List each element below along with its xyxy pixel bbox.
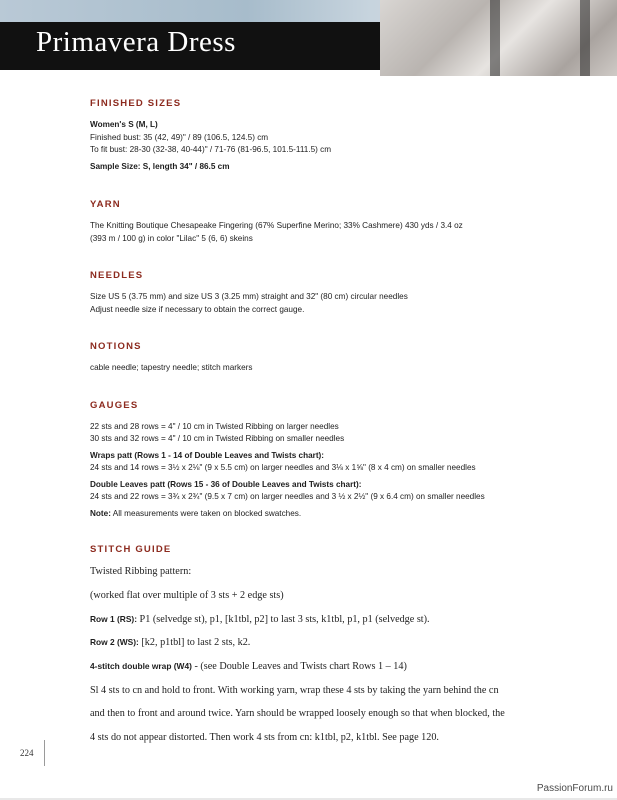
page-number: 224 xyxy=(20,748,34,758)
wrap-instruction: Sl 4 sts to cn and hold to front. With working yarn, wrap these 4 sts by taking the yarn behind the cn xyxy=(90,684,499,696)
gauge-line: 30 sts and 32 rows = 4" / 10 cm in Twisted Ribbing on smaller needles xyxy=(90,434,345,443)
page-title: Primavera Dress xyxy=(36,26,236,58)
sample-size: Sample Size: S, length 34" / 86.5 cm xyxy=(90,161,230,171)
finished-sizes-section xyxy=(90,98,560,173)
wrap-instruction: and then to front and around twice. Yarn should be wrapped loosely enough so that when blocked, the xyxy=(90,708,505,720)
leaves-title: Double Leaves patt (Rows 15 - 36 of Double Leaves and Twists chart): xyxy=(90,479,362,489)
page-rule xyxy=(44,740,45,766)
pattern-description: (worked flat over multiple of 3 sts + 2 edge sts) xyxy=(90,589,284,601)
wrap-heading xyxy=(90,660,560,674)
finished-bust: Finished bust: 35 (42, 49)" / 89 (106.5, 124.5) cm xyxy=(90,132,269,142)
header-photo xyxy=(380,0,617,76)
needles-line: Adjust needle size if necessary to obtain the correct gauge. xyxy=(90,304,305,314)
yarn-line: The Knitting Boutique Chesapeake Fingering (67% Superfine Merino; 33% Cashmere) 430 yds / 3.4 oz xyxy=(90,221,463,230)
row-label: Row 2 (WS): xyxy=(90,637,139,648)
row-text: [k2, p1tbl] to last 2 sts, k2. xyxy=(138,637,251,649)
stitch-guide-section xyxy=(90,544,560,745)
row-label: Row 1 (RS): xyxy=(90,613,137,624)
gauge-note xyxy=(90,508,560,521)
fit-bust: To fit bust: 28-30 (32-38, 40-44)" / 71-76 (81-96.5, 101.5-111.5) cm xyxy=(90,145,332,154)
section-heading: YARN xyxy=(90,199,121,210)
wrap-instruction: 4 sts do not appear distorted. Then work 4 sts from cn: k1tbl, p2, k1tbl. See page 120. xyxy=(90,732,439,743)
photo-shadow xyxy=(580,0,590,76)
note-label: Note: xyxy=(90,508,111,518)
sizes-label: Women's S (M, L) xyxy=(90,120,158,129)
section-heading: GAUGES xyxy=(90,399,139,411)
section-heading: NOTIONS xyxy=(90,341,142,352)
wrap-reference: - (see Double Leaves and Twists chart Rows 1 – 14) xyxy=(191,660,407,672)
needles-section xyxy=(90,270,560,316)
needles-line: Size US 5 (3.75 mm) and size US 3 (3.25 mm) straight and 32" (80 cm) circular needles xyxy=(90,292,408,301)
pattern-content xyxy=(90,98,560,755)
notions-section xyxy=(90,341,560,375)
note-text: All measurements were taken on blocked swatches. xyxy=(110,508,302,518)
section-heading: FINISHED SIZES xyxy=(90,98,182,109)
wraps-title: Wraps patt (Rows 1 - 14 of Double Leaves and Twists chart): xyxy=(90,450,324,460)
photo-shadow xyxy=(490,0,500,76)
section-heading: STITCH GUIDE xyxy=(90,544,172,555)
yarn-section xyxy=(90,199,560,245)
watermark: PassionForum.ru xyxy=(536,783,613,794)
row-text: P1 (selvedge st), p1, [k1tbl, p2] to last 3 sts, k1tbl, p1, p1 (selvedge st). xyxy=(137,613,430,625)
row-2 xyxy=(90,636,560,650)
section-heading: NEEDLES xyxy=(90,270,144,281)
row-1 xyxy=(90,613,560,627)
gauges-section xyxy=(90,400,560,521)
gauge-line: 22 sts and 28 rows = 4" / 10 cm in Twisted Ribbing on larger needles xyxy=(90,421,339,431)
wraps-gauge: 24 sts and 14 rows = 3½ x 2⅛" (9 x 5.5 cm) on larger needles and 3⅛ x 1⅝" (8 x 4 cm) on smaller needles xyxy=(90,463,476,472)
wrap-label: 4-stitch double wrap (W4) xyxy=(90,660,192,671)
pattern-name: Twisted Ribbing pattern: xyxy=(90,566,192,578)
yarn-line: (393 m / 100 g) in color "Lilac" 5 (6, 6) skeins xyxy=(90,233,253,243)
leaves-gauge: 24 sts and 22 rows = 3¾ x 2¾" (9.5 x 7 cm) on larger needles and 3 ½ x 2½" (9 x 6.4 cm) on smaller needles xyxy=(90,492,485,501)
notions-line: cable needle; tapestry needle; stitch markers xyxy=(90,363,253,372)
